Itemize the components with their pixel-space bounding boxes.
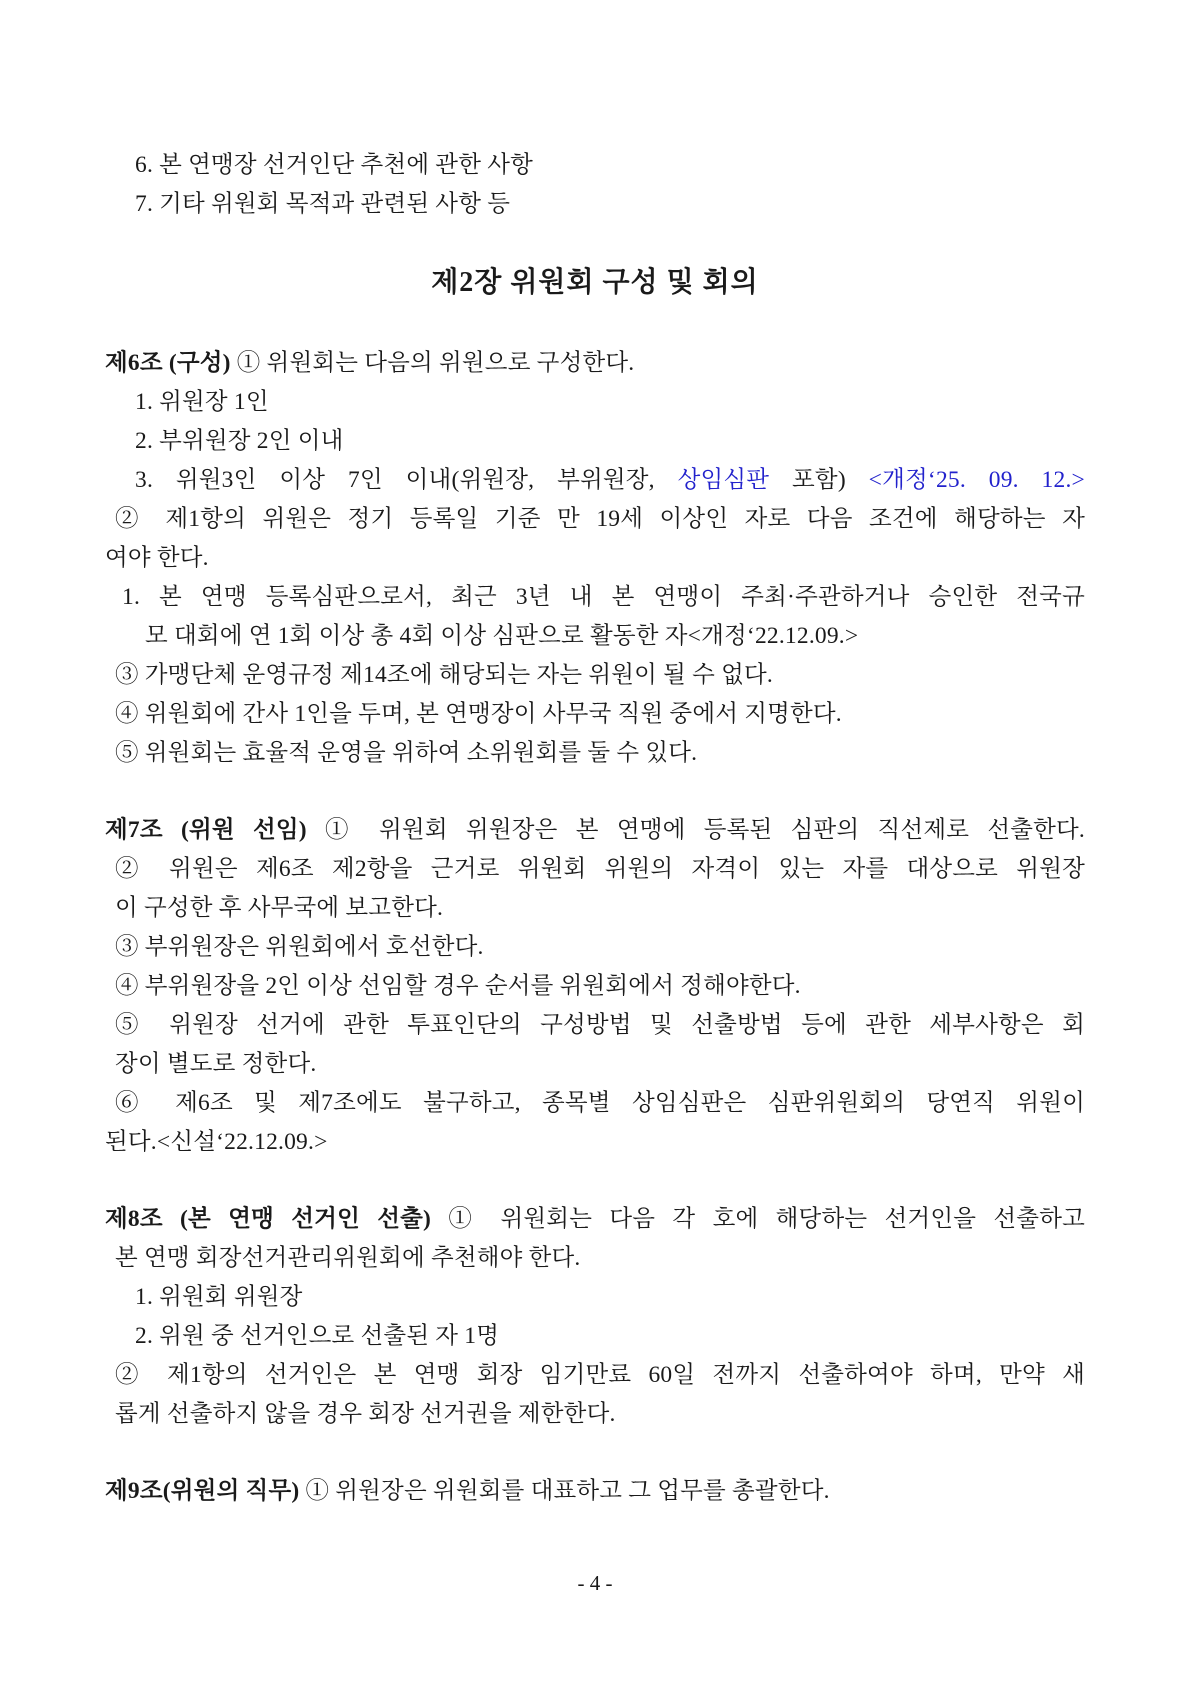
article-6-item-1: 1. 위원장 1인: [135, 389, 269, 415]
article-6-clause-5: ⑤ 위원회는 효율적 운영을 위하여 소위원회를 둘 수 있다.: [115, 740, 698, 766]
article-9-head-text: ① 위원장은 위원회를 대표하고 그 업무를 총괄한다.: [299, 1478, 830, 1504]
article-6-item-3-text: 3. 위원3인 이상 7인 이내(위원장, 부위원장,: [135, 467, 678, 493]
article-8: [105, 1200, 1085, 1434]
article-6-clause-2-line-1: ② 제1항의 위원은 정기 등록일 기준 만 19세 이상인 자로 다음 조건에 해당하는 자: [115, 506, 1085, 532]
article-6-number: 제6조 (구성): [105, 350, 231, 376]
article-7-head: [105, 811, 1085, 850]
article-6-clause-3: ③ 가맹단체 운영규정 제14조에 해당되는 자는 위원이 될 수 없다.: [115, 662, 773, 688]
article-7-number: 제7조 (위원 선임): [105, 817, 307, 843]
article-8-item-2: 2. 위원 중 선거인으로 선출된 자 1명: [135, 1323, 500, 1349]
article-6-head: [105, 344, 1085, 383]
article-8-number: 제8조 (본 연맹 선거인 선출): [105, 1206, 432, 1232]
article-8-head-text: ① 위원회는 다음 각 호에 해당하는 선거인을 선출하고: [431, 1206, 1085, 1232]
article-6: [105, 344, 1085, 773]
article-7: [105, 811, 1085, 1162]
article-9: [105, 1472, 1085, 1511]
article-8-clause-1-line-2: 본 연맹 회장선거관리위원회에 추천해야 한다.: [115, 1245, 581, 1271]
article-8-clause-2-line-1: ② 제1항의 선거인은 본 연맹 회장 임기만료 60일 전까지 선출하여야 하며, 만약 새: [115, 1362, 1085, 1388]
page-number: - 4 -: [577, 1571, 613, 1595]
article-7-clause-5-line-2: 장이 별도로 정한다.: [115, 1051, 317, 1077]
article-8-head: [105, 1200, 1085, 1239]
article-6-head-text: ① 위원회는 다음의 위원으로 구성한다.: [230, 350, 635, 376]
article-8-clause-2-line-2: 롭게 선출하지 않을 경우 회장 선거권을 제한한다.: [115, 1401, 616, 1427]
article-6-clause-2-item-1-line-1: 1. 본 연맹 등록심판으로서, 최근 3년 내 본 연맹이 주최·주관하거나 승인한 전국규: [122, 584, 1085, 610]
article-6-clause-2-line-2: 여야 한다.: [105, 545, 209, 571]
article-6-item-2: 2. 부위원장 2인 이내: [135, 428, 344, 454]
article-9-number: 제9조(위원의 직무): [105, 1478, 300, 1504]
article-7-clause-4: ④ 부위원장을 2인 이상 선임할 경우 순서를 위원회에서 정해야한다.: [115, 973, 801, 999]
article-8-item-1: 1. 위원회 위원장: [135, 1284, 303, 1310]
article-7-head-text: ① 위원회 위원장은 본 연맹에 등록된 심판의 직선제로 선출한다.: [306, 817, 1085, 843]
article-7-clause-2-line-1: ② 위원은 제6조 제2항을 근거로 위원회 위원의 자격이 있는 자를 대상으로 위원장: [115, 856, 1085, 882]
revision-note-blue: <개정‘25. 09. 12.>: [868, 467, 1085, 493]
article-7-clause-3: ③ 부위원장은 위원회에서 호선한다.: [115, 934, 484, 960]
revision-term-blue: 상임심판: [677, 467, 770, 493]
intro-list-item-7: 7. 기타 위원회 목적과 관련된 사항 등: [135, 191, 511, 217]
article-7-clause-2-line-2: 이 구성한 후 사무국에 보고한다.: [115, 895, 444, 921]
article-7-clause-6-line-1: ⑥ 제6조 및 제7조에도 불구하고, 종목별 상임심판은 심판위원회의 당연직 위원이: [115, 1090, 1085, 1116]
intro-list-item-6: 6. 본 연맹장 선거인단 추천에 관한 사항: [135, 152, 533, 178]
document-body: [105, 146, 1085, 1511]
article-6-item-3: [105, 461, 1085, 500]
article-6-clause-2-item-1-line-2: 모 대회에 연 1회 이상 총 4회 이상 심판으로 활동한 자<개정‘22.12.09.>: [145, 623, 859, 649]
article-7-clause-5-line-1: ⑤ 위원장 선거에 관한 투표인단의 구성방법 및 선출방법 등에 관한 세부사항은 회: [115, 1012, 1085, 1038]
article-9-head: [105, 1472, 1085, 1511]
article-6-clause-4: ④ 위원회에 간사 1인을 두며, 본 연맹장이 사무국 직원 중에서 지명한다.: [115, 701, 842, 727]
chapter-title: 제2장 위원회 구성 및 회의: [431, 267, 759, 298]
article-6-item-3-text2: 포함): [769, 467, 869, 493]
article-7-clause-6-line-2: 된다.<신설‘22.12.09.>: [105, 1129, 328, 1155]
